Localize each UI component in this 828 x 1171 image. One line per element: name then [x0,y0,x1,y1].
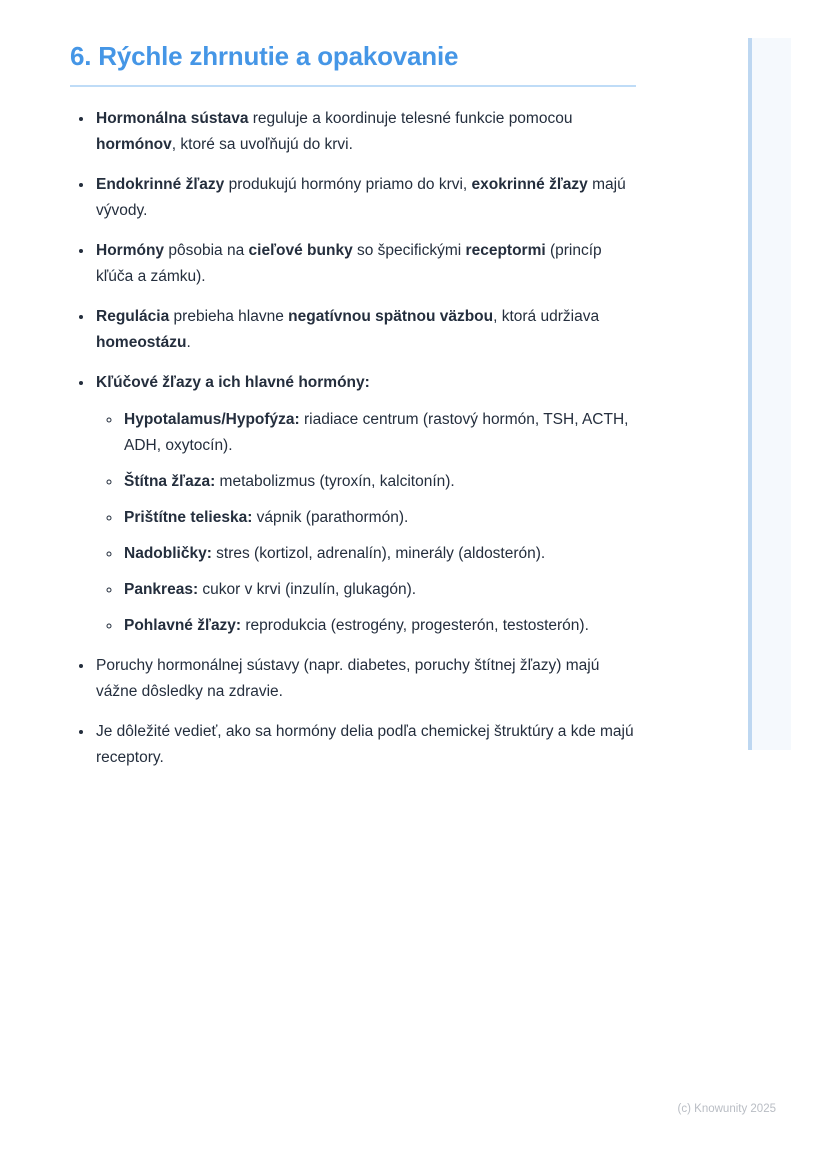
bold-term: Endokrinné žľazy [96,176,225,193]
bold-term: Pohlavné žľazy: [124,617,242,634]
sub-list-item [122,468,636,495]
bold-term: hormónov [96,136,172,153]
sub-list-item [122,576,636,603]
bold-term: Kľúčové žľazy a ich hlavné hormóny: [96,374,370,391]
title-divider [70,85,636,87]
bold-term: Štítna žľaza: [124,473,216,490]
list-item-text [96,176,626,219]
list-item-text [96,110,572,153]
bold-term: Regulácia [96,308,170,325]
text-segment: . [186,334,191,351]
list-item [94,237,636,290]
bold-term: Prištítne telieska: [124,509,253,526]
text-segment: reprodukcia (estrogény, progesterón, testosterón). [241,617,589,634]
list-item [94,718,636,771]
document-content [70,40,636,784]
list-item [94,303,636,356]
text-segment: cukor v krvi (inzulín, glukagón). [198,581,417,598]
list-item-text [124,617,589,634]
text-segment: reguluje a koordinuje telesné funkcie pomocou [248,110,573,127]
text-segment: (princíp kľúča a zámku). [96,242,602,285]
text-segment: pôsobia na [164,242,249,259]
list-item [94,105,636,158]
list-item-text [96,657,599,700]
right-accent-bar [748,38,791,750]
text-segment: stres (kortizol, adrenalín), minerály (aldosterón). [211,545,546,562]
bold-term: homeostázu [96,334,187,351]
text-segment: vápnik (parathormón). [252,509,409,526]
list-item-text [124,509,408,526]
sub-list-item [122,504,636,531]
list-item [94,369,636,639]
text-segment: , ktoré sa uvoľňujú do krvi. [171,136,353,153]
sub-list-item [122,612,636,639]
sub-list-item [122,406,636,459]
bold-term: Hormonálna sústava [96,110,249,127]
text-segment: riadiace centrum (rastový hormón, TSH, ACTH, ADH, oxytocín). [124,411,629,454]
summary-list [70,105,636,771]
text-segment: , ktorá udržiava [493,308,600,325]
bold-term: Hormóny [96,242,165,259]
bold-term: Nadobličky: [124,545,212,562]
text-segment: Poruchy hormonálnej sústavy (napr. diabetes, poruchy štítnej žľazy) majú vážne dôsledky na zdravie. [96,657,600,700]
list-item-text [96,308,599,351]
text-segment: metabolizmus (tyroxín, kalcitonín). [215,473,455,490]
bold-term: exokrinné žľazy [471,176,588,193]
text-segment: prebieha hlavne [169,308,289,325]
list-item-text [96,242,602,285]
bold-term: receptormi [465,242,546,259]
list-item-text [96,723,634,766]
bold-term: cieľové bunky [248,242,353,259]
text-segment: produkujú hormóny priamo do krvi, [224,176,472,193]
sub-list [96,406,636,639]
list-item [94,652,636,705]
bold-term: Hypotalamus/Hypofýza: [124,411,300,428]
text-segment: majú vývody. [96,176,626,219]
text-segment: Je dôležité vedieť, ako sa hormóny delia podľa chemickej štruktúry a kde majú receptory. [96,723,634,766]
list-item-text [124,411,628,454]
sub-list-item [122,540,636,567]
bold-term: negatívnou spätnou väzbou [288,308,494,325]
list-item-text [124,581,416,598]
list-item-text [124,473,455,490]
list-item [94,171,636,224]
list-item-text [96,374,370,391]
list-item-text [124,545,545,562]
footer-credit: (c) Knowunity 2025 [677,1103,776,1115]
page-title: 6. Rýchle zhrnutie a opakovanie [70,41,459,71]
text-segment: so špecifickými [352,242,466,259]
bold-term: Pankreas: [124,581,199,598]
